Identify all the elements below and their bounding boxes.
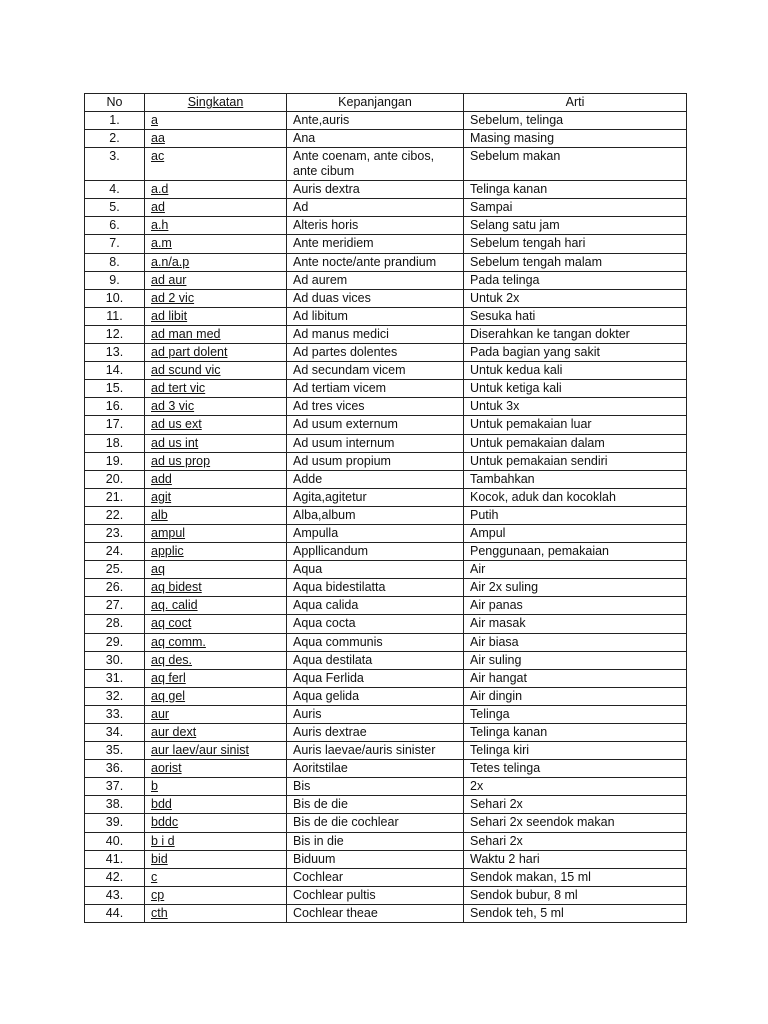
meaning-cell: Untuk 2x	[464, 289, 687, 307]
header-long-form: Kepanjangan	[287, 94, 464, 112]
meaning-cell: Air dingin	[464, 687, 687, 705]
table-row	[85, 199, 687, 217]
table-row	[85, 452, 687, 470]
abbreviation-cell	[145, 543, 287, 561]
long-form-cell: Ante coenam, ante cibos, ante cibum	[287, 148, 464, 181]
meaning-cell: Untuk ketiga kali	[464, 380, 687, 398]
row-number: 7.	[85, 235, 145, 253]
table-row	[85, 325, 687, 343]
table-row	[85, 112, 687, 130]
abbreviation-cell	[145, 705, 287, 723]
long-form-cell: Auris laevae/auris sinister	[287, 742, 464, 760]
table-row	[85, 289, 687, 307]
abbreviation-cell	[145, 796, 287, 814]
long-form-cell: Ad partes dolentes	[287, 344, 464, 362]
long-form-cell: Cochlear pultis	[287, 886, 464, 904]
table-row	[85, 796, 687, 814]
meaning-cell: Sesuka hati	[464, 307, 687, 325]
table-header-row	[85, 94, 687, 112]
long-form-cell: Ampulla	[287, 524, 464, 542]
abbreviation-text: aur dext	[151, 725, 197, 739]
table-row	[85, 742, 687, 760]
table-row	[85, 271, 687, 289]
abbreviation-text: a.n/a.p	[151, 254, 190, 269]
long-form-cell: Aqua bidestilatta	[287, 579, 464, 597]
abbreviation-text: ac	[151, 149, 165, 164]
long-form-cell: Bis de die cochlear	[287, 814, 464, 832]
abbreviation-cell	[145, 470, 287, 488]
row-number: 31.	[85, 669, 145, 687]
meaning-cell: Waktu 2 hari	[464, 850, 687, 868]
abbreviation-text: aq gel	[151, 688, 186, 703]
long-form-cell: Agita,agitetur	[287, 488, 464, 506]
abbreviation-cell	[145, 742, 287, 760]
abbreviation-cell	[145, 904, 287, 922]
abbreviation-text: aq des.	[151, 652, 193, 667]
row-number: 2.	[85, 130, 145, 148]
meaning-cell: Penggunaan, pemakaian	[464, 543, 687, 561]
abbreviation-cell	[145, 488, 287, 506]
row-number: 13.	[85, 344, 145, 362]
long-form-cell: Aqua destilata	[287, 651, 464, 669]
long-form-cell: Ad tres vices	[287, 398, 464, 416]
row-number: 23.	[85, 524, 145, 542]
abbreviation-text: ad us prop	[151, 453, 211, 468]
header-abbreviation-label: Singkatan	[187, 95, 244, 109]
abbreviation-cell	[145, 235, 287, 253]
table-row	[85, 434, 687, 452]
long-form-cell: Ad duas vices	[287, 289, 464, 307]
table-row	[85, 398, 687, 416]
row-number: 37.	[85, 778, 145, 796]
abbreviation-cell	[145, 524, 287, 542]
abbreviation-cell	[145, 130, 287, 148]
long-form-cell: Biduum	[287, 850, 464, 868]
abbreviation-cell	[145, 760, 287, 778]
abbreviation-cell	[145, 561, 287, 579]
row-number: 3.	[85, 148, 145, 181]
long-form-cell: Auris dextra	[287, 181, 464, 199]
abbreviation-cell	[145, 597, 287, 615]
long-form-cell: Aqua cocta	[287, 615, 464, 633]
long-form-cell: Ana	[287, 130, 464, 148]
row-number: 11.	[85, 307, 145, 325]
row-number: 17.	[85, 416, 145, 434]
abbreviation-text: c	[151, 869, 158, 884]
abbreviation-cell	[145, 669, 287, 687]
abbreviation-text: aa	[151, 131, 165, 146]
row-number: 5.	[85, 199, 145, 217]
meaning-cell: Sampai	[464, 199, 687, 217]
long-form-cell: Aqua calida	[287, 597, 464, 615]
long-form-cell: Bis de die	[287, 796, 464, 814]
meaning-cell: Untuk kedua kali	[464, 362, 687, 380]
meaning-cell: Selang satu jam	[464, 217, 687, 235]
long-form-cell: Adde	[287, 470, 464, 488]
long-form-cell: Ad	[287, 199, 464, 217]
meaning-cell: Untuk 3x	[464, 398, 687, 416]
meaning-cell: Tambahkan	[464, 470, 687, 488]
abbreviation-text: bdd	[151, 797, 172, 812]
meaning-cell: Sebelum tengah malam	[464, 253, 687, 271]
table-row	[85, 615, 687, 633]
abbreviation-text: aq coct	[151, 616, 192, 631]
row-number: 6.	[85, 217, 145, 235]
long-form-cell: Ante meridiem	[287, 235, 464, 253]
abbreviation-cell	[145, 181, 287, 199]
meaning-cell: Telinga kiri	[464, 742, 687, 760]
abbreviation-text: agit	[151, 489, 172, 504]
table-row	[85, 814, 687, 832]
abbreviation-cell	[145, 112, 287, 130]
meaning-cell: Untuk pemakaian luar	[464, 416, 687, 434]
meaning-cell: Ampul	[464, 524, 687, 542]
header-meaning: Arti	[464, 94, 687, 112]
long-form-cell: Ad aurem	[287, 271, 464, 289]
long-form-cell: Aqua	[287, 561, 464, 579]
abbreviation-text: bddc	[151, 815, 179, 830]
meaning-cell: Untuk pemakaian dalam	[464, 434, 687, 452]
table-row	[85, 633, 687, 651]
abbreviation-cell	[145, 398, 287, 416]
table-row	[85, 344, 687, 362]
row-number: 12.	[85, 325, 145, 343]
row-number: 1.	[85, 112, 145, 130]
header-abbreviation	[145, 94, 287, 112]
meaning-cell: Sendok teh, 5 ml	[464, 904, 687, 922]
abbreviation-text: a.d	[151, 182, 169, 197]
abbreviation-text: ad us int	[151, 435, 199, 450]
abbreviation-cell	[145, 832, 287, 850]
row-number: 33.	[85, 705, 145, 723]
table-row	[85, 148, 687, 181]
abbreviation-text: aorist	[151, 761, 182, 776]
row-number: 18.	[85, 434, 145, 452]
abbreviation-cell	[145, 868, 287, 886]
row-number: 39.	[85, 814, 145, 832]
meaning-cell: Sendok makan, 15 ml	[464, 868, 687, 886]
row-number: 15.	[85, 380, 145, 398]
abbreviation-cell	[145, 362, 287, 380]
meaning-cell: Air panas	[464, 597, 687, 615]
meaning-cell: Air hangat	[464, 669, 687, 687]
abbreviation-text: ad aur	[151, 272, 187, 287]
abbreviation-cell	[145, 687, 287, 705]
meaning-cell: Sehari 2x seendok makan	[464, 814, 687, 832]
table-row	[85, 416, 687, 434]
row-number: 43.	[85, 886, 145, 904]
abbreviation-cell	[145, 271, 287, 289]
abbreviation-text: a.h	[151, 218, 169, 233]
table-row	[85, 705, 687, 723]
abbreviation-text: aur	[151, 706, 170, 721]
row-number: 28.	[85, 615, 145, 633]
meaning-cell: Diserahkan ke tangan dokter	[464, 325, 687, 343]
meaning-cell: Sebelum tengah hari	[464, 235, 687, 253]
long-form-cell: Bis in die	[287, 832, 464, 850]
abbreviation-cell	[145, 380, 287, 398]
abbreviation-cell	[145, 778, 287, 796]
abbreviation-text: ad libit	[151, 308, 188, 323]
meaning-cell: Kocok, aduk dan kocoklah	[464, 488, 687, 506]
abbreviation-text: ad part dolent	[151, 345, 228, 360]
row-number: 30.	[85, 651, 145, 669]
row-number: 32.	[85, 687, 145, 705]
abbreviation-cell	[145, 325, 287, 343]
table-row	[85, 579, 687, 597]
row-number: 41.	[85, 850, 145, 868]
abbreviation-cell	[145, 217, 287, 235]
table-row	[85, 470, 687, 488]
table-row	[85, 235, 687, 253]
row-number: 40.	[85, 832, 145, 850]
table-row	[85, 687, 687, 705]
meaning-cell: Sebelum makan	[464, 148, 687, 181]
table-row	[85, 362, 687, 380]
abbreviation-text: ad	[151, 200, 165, 215]
row-number: 29.	[85, 633, 145, 651]
abbreviation-cell	[145, 452, 287, 470]
long-form-cell: Ad usum externum	[287, 416, 464, 434]
abbreviation-text: add	[151, 471, 172, 486]
table-row	[85, 307, 687, 325]
table-row	[85, 253, 687, 271]
meaning-cell: Masing masing	[464, 130, 687, 148]
row-number: 20.	[85, 470, 145, 488]
row-number: 27.	[85, 597, 145, 615]
table-row	[85, 832, 687, 850]
long-form-cell: Ad manus medici	[287, 325, 464, 343]
meaning-cell: Air masak	[464, 615, 687, 633]
long-form-cell: Aqua communis	[287, 633, 464, 651]
long-form-cell: Aqua gelida	[287, 687, 464, 705]
table-row	[85, 760, 687, 778]
header-no: No	[85, 94, 145, 112]
abbreviation-text: aq comm.	[151, 634, 206, 649]
abbreviation-cell	[145, 850, 287, 868]
table-row	[85, 506, 687, 524]
row-number: 25.	[85, 561, 145, 579]
table-row	[85, 543, 687, 561]
abbreviation-cell	[145, 416, 287, 434]
row-number: 14.	[85, 362, 145, 380]
table-row	[85, 380, 687, 398]
abbreviation-text: cth	[151, 905, 168, 920]
table-row	[85, 868, 687, 886]
abbreviation-cell	[145, 506, 287, 524]
table-row	[85, 886, 687, 904]
meaning-cell: Telinga	[464, 705, 687, 723]
abbreviation-cell	[145, 344, 287, 362]
abbreviation-text: bid	[151, 851, 168, 866]
abbreviation-text: b	[151, 779, 158, 794]
meaning-cell: Air suling	[464, 651, 687, 669]
row-number: 10.	[85, 289, 145, 307]
table-row	[85, 524, 687, 542]
long-form-cell: Aoritstilae	[287, 760, 464, 778]
meaning-cell: Telinga kanan	[464, 181, 687, 199]
meaning-cell: Sehari 2x	[464, 832, 687, 850]
long-form-cell: Cochlear theae	[287, 904, 464, 922]
long-form-cell: Ad secundam vicem	[287, 362, 464, 380]
table-row	[85, 488, 687, 506]
long-form-cell: Ad usum propium	[287, 452, 464, 470]
row-number: 35.	[85, 742, 145, 760]
table-row	[85, 904, 687, 922]
long-form-cell: Auris dextrae	[287, 724, 464, 742]
row-number: 22.	[85, 506, 145, 524]
table-row	[85, 778, 687, 796]
long-form-cell: Bis	[287, 778, 464, 796]
table-row	[85, 597, 687, 615]
table-body	[85, 112, 687, 923]
table-row	[85, 651, 687, 669]
abbreviation-text: aur laev/aur sinist	[151, 743, 249, 758]
row-number: 9.	[85, 271, 145, 289]
abbreviation-table	[84, 93, 687, 923]
table-row	[85, 724, 687, 742]
meaning-cell: Putih	[464, 506, 687, 524]
row-number: 16.	[85, 398, 145, 416]
meaning-cell: Telinga kanan	[464, 724, 687, 742]
long-form-cell: Ante,auris	[287, 112, 464, 130]
abbreviation-text: a.m	[151, 236, 172, 251]
abbreviation-text: a	[151, 113, 158, 127]
table-row	[85, 130, 687, 148]
long-form-cell: Appllicandum	[287, 543, 464, 561]
meaning-cell: 2x	[464, 778, 687, 796]
abbreviation-text: aq	[151, 562, 165, 577]
abbreviation-cell	[145, 148, 287, 181]
abbreviation-text: ampul	[151, 525, 186, 540]
abbreviation-cell	[145, 886, 287, 904]
long-form-cell: Ad libitum	[287, 307, 464, 325]
abbreviation-cell	[145, 724, 287, 742]
abbreviation-cell	[145, 289, 287, 307]
row-number: 38.	[85, 796, 145, 814]
abbreviation-text: ad us ext	[151, 417, 202, 432]
row-number: 26.	[85, 579, 145, 597]
abbreviation-cell	[145, 434, 287, 452]
row-number: 36.	[85, 760, 145, 778]
abbreviation-text: aq. calid	[151, 598, 198, 613]
long-form-cell: Auris	[287, 705, 464, 723]
row-number: 4.	[85, 181, 145, 199]
meaning-cell: Air 2x suling	[464, 579, 687, 597]
row-number: 21.	[85, 488, 145, 506]
table-row	[85, 850, 687, 868]
abbreviation-text: ad 3 vic	[151, 399, 195, 414]
abbreviation-cell	[145, 633, 287, 651]
abbreviation-cell	[145, 814, 287, 832]
long-form-cell: Ante nocte/ante prandium	[287, 253, 464, 271]
abbreviation-text: aq bidest	[151, 580, 202, 595]
abbreviation-text: ad man med	[151, 326, 221, 341]
abbreviation-text: applic	[151, 544, 184, 559]
table-row	[85, 217, 687, 235]
meaning-cell: Air biasa	[464, 633, 687, 651]
table-row	[85, 669, 687, 687]
long-form-cell: Cochlear	[287, 868, 464, 886]
abbreviation-text: aq ferl	[151, 670, 186, 685]
long-form-cell: Ad usum internum	[287, 434, 464, 452]
long-form-cell: Aqua Ferlida	[287, 669, 464, 687]
table-row	[85, 181, 687, 199]
long-form-cell: Ad tertiam vicem	[287, 380, 464, 398]
meaning-cell: Pada telinga	[464, 271, 687, 289]
abbreviation-cell	[145, 253, 287, 271]
abbreviation-cell	[145, 651, 287, 669]
abbreviation-text: ad scund vic	[151, 363, 221, 378]
meaning-cell: Sebelum, telinga	[464, 112, 687, 130]
abbreviation-cell	[145, 199, 287, 217]
abbreviation-cell	[145, 615, 287, 633]
table-row	[85, 561, 687, 579]
row-number: 24.	[85, 543, 145, 561]
meaning-cell: Air	[464, 561, 687, 579]
meaning-cell: Tetes telinga	[464, 760, 687, 778]
row-number: 42.	[85, 868, 145, 886]
row-number: 34.	[85, 724, 145, 742]
abbreviation-cell	[145, 579, 287, 597]
meaning-cell: Sehari 2x	[464, 796, 687, 814]
abbreviation-text: ad tert vic	[151, 381, 206, 396]
abbreviation-text: ad 2 vic	[151, 290, 195, 305]
abbreviation-cell	[145, 307, 287, 325]
abbreviation-text: cp	[151, 887, 165, 902]
row-number: 19.	[85, 452, 145, 470]
meaning-cell: Sendok bubur, 8 ml	[464, 886, 687, 904]
meaning-cell: Untuk pemakaian sendiri	[464, 452, 687, 470]
abbreviation-text: alb	[151, 507, 168, 522]
meaning-cell: Pada bagian yang sakit	[464, 344, 687, 362]
long-form-cell: Alba,album	[287, 506, 464, 524]
long-form-cell: Alteris horis	[287, 217, 464, 235]
abbreviation-text: b i d	[151, 833, 175, 848]
row-number: 8.	[85, 253, 145, 271]
row-number: 44.	[85, 904, 145, 922]
